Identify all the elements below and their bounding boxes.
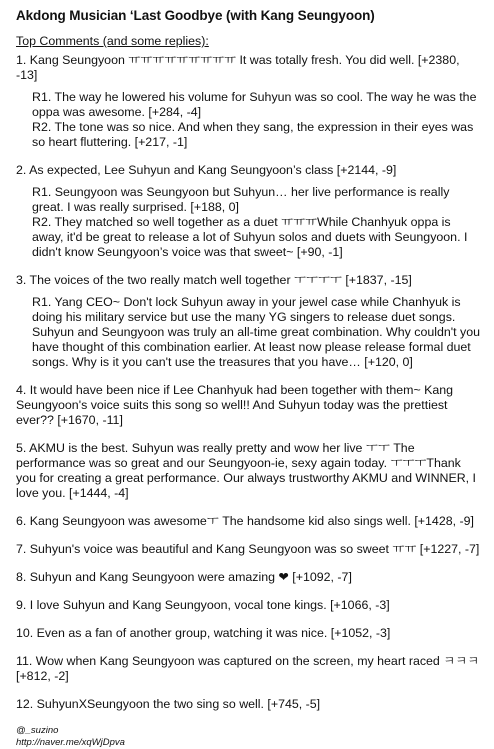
comment-2: 2. As expected, Lee Suhyun and Kang Seungyoon’s class [+2144, -9]: [16, 163, 397, 177]
comment-3: 3. The voices of the two really match well together ㅜㅜㅜㅜ [+1837, -15]: [16, 273, 412, 287]
comment-4: 4. It would have been nice if Lee Chanhyuk had been together with them~ Kang Seungyoon's voice suits this song so well!! And Suhyun today was the prettiest ever?? [+1670, -11]: [16, 383, 454, 427]
comments-heading: Top Comments (and some replies):: [16, 34, 209, 48]
reply: R2. The tone was so nice. And when they sang, the expression in their eyes was so heart fluttering. [+217, -1]: [32, 120, 474, 149]
reply: R1. Yang CEO~ Don't lock Suhyun away in your jewel case while Chanhyuk is doing his military service but use the many YG singers to release duet songs. Suhyun and Seungyoon was truly an all-time great combination. Why couldn't you have thought of this combination earlier. At least now please release formal duet songs. Why is it you can't use the treasures that you have… [+120, 0]: [32, 295, 480, 369]
comment-8-text: 8. Suhyun and Kang Seungyoon were amazing: [16, 570, 279, 584]
comment-9: 9. I love Suhyun and Kang Seungyoon, vocal tone kings. [+1066, -3]: [16, 598, 390, 612]
comment-8-votes: [+1092, -7]: [288, 570, 352, 584]
reply: R1. The way he lowered his volume for Suhyun was so cool. The way he was the oppa was awesome. [+284, -4]: [32, 90, 477, 119]
comment-7: 7. Suhyun's voice was beautiful and Kang Seungyoon was so sweet ㅠㅠ [+1227, -7]: [16, 542, 480, 556]
reply: R1. Seungyoon was Seungyoon but Suhyun… her live performance is really great. I was really surprised. [+188, 0]: [32, 185, 450, 214]
source-link[interactable]: http://naver.me/xqWjDpva: [16, 737, 125, 748]
comment-6: 6. Kang Seungyoon was awesomeㅜ The handsome kid also sings well. [+1428, -9]: [16, 514, 474, 528]
comment-3-replies: [32, 295, 484, 370]
footer: [16, 725, 484, 749]
comment-10: 10. Even as a fan of another group, watching it was nice. [+1052, -3]: [16, 626, 391, 640]
comment-8: [16, 570, 484, 585]
comment-2-replies: [32, 185, 484, 260]
reply: R2. They matched so well together as a duet ㅠㅠㅠWhile Chanhyuk oppa is away, it'd be great to release a lot of Suhyun solos and duets with Seungyoon. I didn't know Seungyoon’s voice was that sweet~ [+90, -1]: [32, 215, 468, 259]
heart-icon: ❤: [278, 570, 289, 584]
page-title: Akdong Musician ‘Last Goodbye (with Kang Seungyoon): [16, 8, 375, 23]
comment-1-replies: [32, 90, 484, 150]
comment-11: 11. Wow when Kang Seungyoon was captured on the screen, my heart raced ㅋㅋㅋ [+812, -2]: [16, 654, 480, 683]
comment-1: 1. Kang Seungyoon ㅠㅠㅠㅠㅠㅠㅠㅠㅠ It was totally fresh. You did well. [+2380, -13]: [16, 53, 460, 82]
author-handle: @_suzino: [16, 725, 59, 736]
comment-5: 5. AKMU is the best. Suhyun was really pretty and wow her live ㅜㅜ The performance was so great and our Seungyoon-ie, sexy again today. ㅜㅜㅜThank you for creating a great performance. Our always trustworthy AKMU and WINNER, I love you. [+1444, -4]: [16, 441, 477, 500]
comment-12: 12. SuhyunXSeungyoon the two sing so well. [+745, -5]: [16, 697, 321, 711]
